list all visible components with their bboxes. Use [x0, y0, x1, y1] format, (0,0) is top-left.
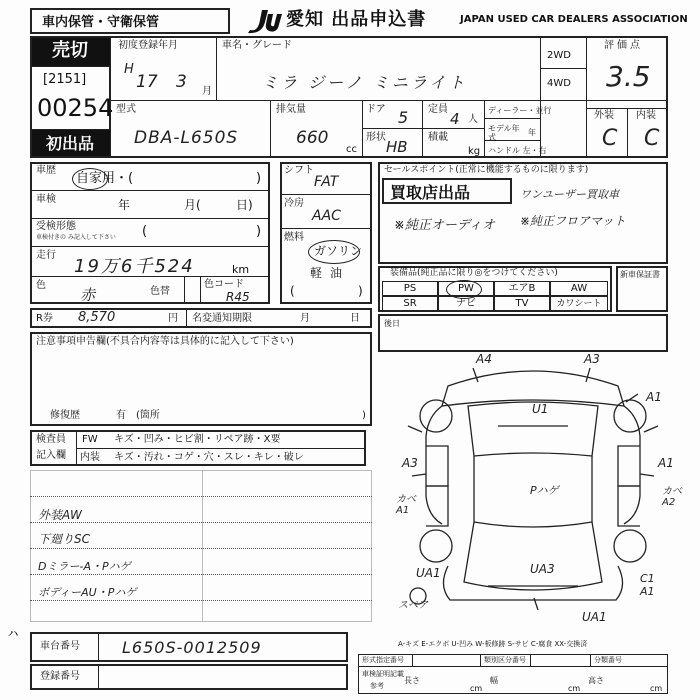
- mark-pbare: Pハゲ: [530, 484, 559, 497]
- equip-seat: カワシート: [550, 296, 608, 311]
- note-line-3: Dミラー-A・Pハゲ: [38, 560, 131, 573]
- color-change-label: 色替: [150, 286, 170, 297]
- mark-spare: スペア: [398, 600, 428, 611]
- repair-value: 有: [116, 410, 126, 421]
- doors-value: 5: [398, 108, 409, 127]
- rule-line: [30, 574, 372, 575]
- divider: [280, 228, 372, 229]
- reg-month: 3: [176, 72, 187, 92]
- divider: [98, 664, 99, 690]
- height-unit: cm: [650, 684, 663, 693]
- divider: [530, 654, 531, 666]
- color-label: 色: [36, 280, 46, 291]
- load-label: 積載: [428, 132, 448, 143]
- doors-label: ドア: [366, 104, 386, 115]
- note-line-4: ボディーAU・Pハゲ: [38, 586, 137, 599]
- class-label: 類別区分番号: [484, 656, 526, 664]
- divider: [362, 100, 363, 158]
- fuel-close: ): [358, 284, 363, 298]
- ju-logo: [244, 6, 284, 34]
- divider: [480, 654, 481, 666]
- acceptance-open: (: [142, 224, 148, 239]
- note-line-1: 外装AW: [38, 508, 82, 522]
- mark-a1-left: カベ A1: [396, 494, 416, 516]
- acceptance-note: 車検付きの み記入して下さい: [36, 234, 116, 241]
- divider: [76, 448, 366, 449]
- lot-number: 00254: [37, 94, 114, 122]
- load-unit: kg: [468, 146, 481, 157]
- first-listing-badge: 初出品: [30, 130, 110, 158]
- sales-point-label: セールスポイント(正常に機能するものに限ります): [384, 165, 589, 175]
- rule-line: [30, 600, 372, 601]
- chassis-value: L650S-0012509: [122, 638, 262, 657]
- acceptance-label: 受検形態: [36, 221, 76, 232]
- usage-circle: [72, 168, 108, 190]
- length-label: 長さ: [404, 676, 420, 685]
- usage-close: ): [256, 171, 262, 186]
- pw-circle: [446, 280, 482, 299]
- sale-type-badge: 売切: [30, 36, 110, 66]
- interior-grade: C: [644, 126, 660, 151]
- divider: [422, 100, 423, 158]
- storage-type: 車内保管・守衛保管: [42, 15, 160, 30]
- margin-mark: ㇵ: [6, 625, 20, 641]
- inspection-day-unit: 日): [236, 198, 253, 212]
- category-label: 分類番号: [594, 656, 622, 664]
- width-unit: cm: [568, 684, 581, 693]
- fuel-diesel: 軽油: [310, 266, 351, 280]
- storage-type-box: [30, 8, 230, 34]
- divider: [412, 654, 413, 666]
- shape-label: 形状: [366, 132, 386, 143]
- top-grid: [30, 36, 668, 158]
- sales-note-2: ※純正オーディオ: [394, 218, 495, 233]
- divider: [627, 108, 628, 158]
- equip-airbag: エアB: [494, 281, 550, 296]
- mark-ua1-bottom: UA1: [582, 610, 607, 624]
- rule-line: [30, 548, 372, 549]
- inspector-row2-items: キズ・汚れ・コゲ・穴・スレ・キレ・破レ: [114, 452, 304, 463]
- divider: [280, 194, 372, 195]
- reg-month-unit: 月: [202, 86, 212, 97]
- aircon-label: 冷房: [284, 198, 304, 209]
- inspection-label: 車検: [36, 194, 56, 205]
- mark-c1-a1: C1 A1: [640, 572, 655, 598]
- note-line-2: 下廻りSC: [38, 532, 90, 546]
- divider: [270, 100, 271, 158]
- fuel-circle: [308, 240, 363, 264]
- model-year-unit: 年: [528, 128, 536, 137]
- divider: [184, 276, 185, 304]
- notes-label: 注意事項申告欄(不具合内容等は具体的に記入して下さい): [36, 336, 294, 347]
- mileage-label: 走行: [36, 250, 56, 261]
- damage-legend: A-キズ E-エクボ U-凹み W-板修跡 S-サビ C-腐食 XX-交換済: [398, 640, 588, 648]
- rating-label: 評価点: [604, 40, 643, 51]
- type-label: 型式: [116, 104, 136, 115]
- acceptance-close: ): [256, 224, 262, 239]
- aircon-value: AAC: [312, 208, 341, 224]
- repair-label: 修復歴: [50, 410, 80, 421]
- deadline-day-unit: 日: [350, 313, 360, 324]
- mileage-value: 19万6千524: [74, 256, 195, 277]
- mark-ua1-left: UA1: [416, 566, 441, 580]
- model-label: 車名・グレード: [222, 40, 292, 51]
- mark-a3-left: A3: [402, 456, 418, 470]
- reg-label: 初度登録年月: [118, 40, 178, 51]
- type-value: DBA-L650S: [134, 128, 239, 148]
- fuel-label: 燃料: [284, 232, 304, 243]
- inspector-label-1: 検査員: [36, 434, 66, 445]
- cert-label: 車検証明記載: [362, 670, 404, 678]
- reg-era: H: [124, 62, 134, 77]
- inspection-month-unit: 月(: [184, 198, 201, 212]
- deadline-month-unit: 月: [300, 313, 310, 324]
- divider: [484, 100, 485, 158]
- usage-value: 自家用・(: [76, 171, 134, 186]
- exterior-label: 外装: [594, 110, 614, 121]
- width-label: 幅: [490, 676, 498, 685]
- chassis-label: 車台番号: [40, 641, 80, 652]
- recycle-value: 8,570: [78, 310, 116, 325]
- repair-parts: (箇所: [136, 410, 160, 421]
- interior-label: 内装: [636, 110, 656, 121]
- inspector-row2-tag: 内装: [80, 452, 100, 463]
- handle-label: ハンドル 左・右: [488, 146, 547, 155]
- divider: [30, 190, 270, 191]
- form-title: 愛知 出品申込書: [286, 9, 427, 30]
- divider: [98, 632, 99, 662]
- mark-a4: A4: [476, 352, 492, 366]
- inspector-row1-items: キズ・凹み・ヒビ割・リペア跡・X要: [114, 434, 281, 445]
- equip-tv: TV: [494, 296, 550, 311]
- displacement-value: 660: [296, 128, 329, 148]
- sales-note-3: ※純正フロアマット: [520, 214, 626, 228]
- ref-label: 参考: [370, 682, 384, 690]
- model-value: ミラ ジーノ ミニライト: [262, 73, 468, 92]
- shape-value: HB: [386, 138, 408, 156]
- recycle-label: R券: [36, 313, 53, 324]
- rating-score: 3.5: [606, 60, 651, 93]
- displacement-unit: cc: [346, 144, 357, 155]
- mark-u1: U1: [532, 402, 549, 416]
- divider: [362, 128, 484, 129]
- equip-aw: AW: [550, 281, 608, 296]
- divider: [590, 654, 591, 666]
- equip-sr: SR: [382, 296, 438, 311]
- divider: [200, 276, 201, 304]
- divider: [76, 430, 77, 466]
- color-value: 赤: [80, 286, 96, 304]
- buyback-badge-box: [382, 178, 512, 204]
- recycle-unit: 円: [168, 313, 178, 324]
- association-name: JAPAN USED CAR DEALERS ASSOCIATION: [460, 14, 688, 25]
- mark-a3-top: A3: [584, 352, 600, 366]
- drive-2wd: 2WD: [547, 50, 571, 61]
- divider: [30, 246, 270, 247]
- sales-note-1: ワンユーザー買取車: [520, 188, 619, 201]
- mark-a1-right: A1: [658, 456, 674, 470]
- capacity-value: 4: [450, 110, 460, 128]
- warranty-label: 新車保証書: [620, 270, 660, 279]
- lot-bracket: [2151]: [43, 72, 87, 87]
- divider: [586, 36, 587, 158]
- capacity-label: 定員: [428, 104, 448, 115]
- warranty-box: [616, 266, 668, 312]
- dealer-label: ディーラー・並行: [488, 106, 552, 115]
- drive-4wd: 4WD: [547, 78, 571, 89]
- divider: [358, 666, 668, 667]
- registration-label: 登録番号: [40, 671, 80, 682]
- divider: [540, 68, 586, 69]
- fuel-open: (: [290, 284, 295, 298]
- repair-close: ): [362, 410, 366, 421]
- usage-label: 車歴: [36, 165, 56, 176]
- inspector-label-2: 記入欄: [36, 450, 66, 461]
- fuel-gasoline: ガソリン: [314, 244, 363, 258]
- divider: [186, 308, 187, 328]
- buyback-badge: 買取店出品: [390, 183, 471, 202]
- after-label: 後日: [384, 319, 400, 328]
- equip-ps: PS: [382, 281, 438, 296]
- shift-label: シフト: [284, 165, 314, 176]
- shift-value: FAT: [314, 174, 339, 190]
- capacity-unit: 人: [468, 114, 478, 125]
- mark-ua3: UA3: [530, 562, 555, 576]
- model-year-label: モデル年式: [488, 124, 520, 142]
- divider: [110, 36, 111, 158]
- length-unit: cm: [470, 684, 483, 693]
- mark-a1-top: A1: [646, 390, 662, 404]
- reg-year: 17: [136, 72, 158, 92]
- equip-pw: PW: [438, 281, 494, 296]
- type-spec-label: 形式指定番号: [362, 656, 404, 664]
- divider: [30, 218, 270, 219]
- inspector-row1-tag: FW: [82, 434, 98, 445]
- mark-a2-right: カベ A2: [662, 486, 682, 508]
- divider: [110, 100, 668, 101]
- height-label: 高さ: [588, 676, 604, 685]
- equip-navi: ナビ: [438, 296, 494, 311]
- color-code-value: R45: [226, 290, 250, 304]
- rule-line: [30, 496, 372, 497]
- exterior-grade: C: [602, 126, 618, 151]
- divider: [540, 36, 541, 158]
- divider: [216, 36, 217, 100]
- equipment-label: 装備品(純正品に限り◎をつけてください): [390, 268, 558, 278]
- deadline-label: 名変通知期限: [192, 313, 252, 324]
- divider: [484, 118, 540, 119]
- mileage-unit: km: [232, 263, 250, 276]
- displacement-label: 排気量: [276, 104, 306, 115]
- inspection-year-unit: 年: [118, 198, 131, 212]
- color-code-label: 色コード: [204, 279, 244, 290]
